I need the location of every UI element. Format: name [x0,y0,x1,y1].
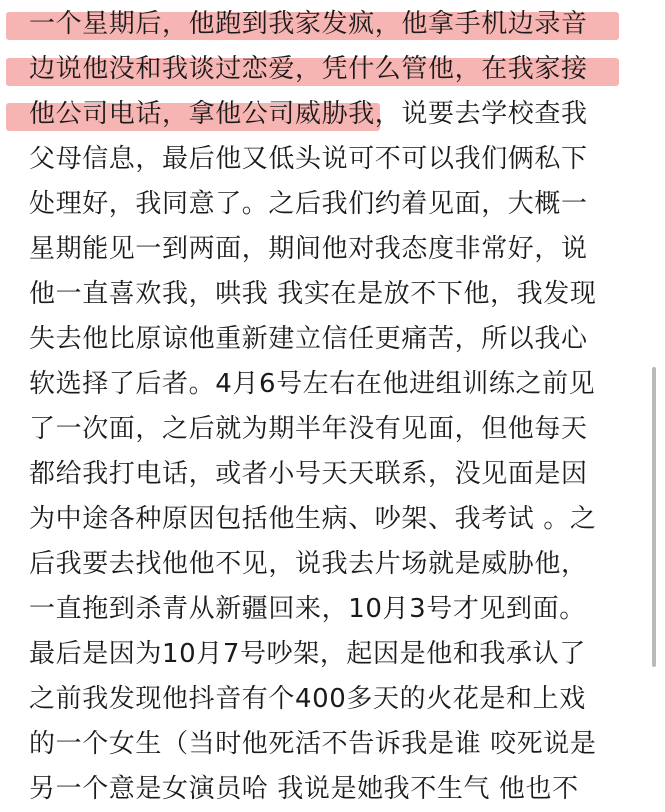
text-line: 一个星期后，他跑到我家发疯，他拿手机边录音 [29,9,588,39]
text-line: 处理好，我同意了。之后我们约着见面，大概一 [29,189,588,219]
text-line: 的一个女生（当时他死活不告诉我是谁 咬死说是 [29,729,597,759]
text-line: 他公司电话，拿他公司威胁我，说要去学校查我 [29,99,588,129]
text-line: 另一个意是女演员哈 我说是她我不生气 他也不 [29,774,579,804]
text-line: 软选择了后者。4月6号左右在他进组训练之前见 [29,369,596,399]
text-line: 星期能见一到两面，期间他对我态度非常好，说 [29,234,588,264]
text-line: 一直拖到杀青从新疆回来，10月3号才见到面。 [29,594,586,624]
text-line: 之前我发现他抖音有个400多天的火花是和上戏 [29,684,586,714]
text-line: 父母信息，最后他又低头说可不可以我们俩私下 [29,144,588,174]
text-line: 都给我打电话，或者小号天天联系，没见面是因 [29,459,588,489]
text-line: 边说他没和我谈过恋爱，凭什么管他，在我家接 [29,54,588,84]
text-line: 他一直喜欢我，哄我 我实在是放不下他，我发现 [29,279,597,309]
text-line: 后我要去找他他不见，说我去片场就是威胁他， [29,549,588,579]
text-line: 为中途各种原因包括他生病、吵架、我考试 。之 [29,504,597,534]
text-line: 最后是因为10月7号吵架，起因是他和我承认了 [29,639,586,669]
text-line: 失去他比原谅他重新建立信任更痛苦，所以我心 [29,324,588,354]
text-line: 了一次面，之后就为期半年没有见面，但他每天 [29,414,588,444]
scrollbar-thumb[interactable] [652,367,656,667]
